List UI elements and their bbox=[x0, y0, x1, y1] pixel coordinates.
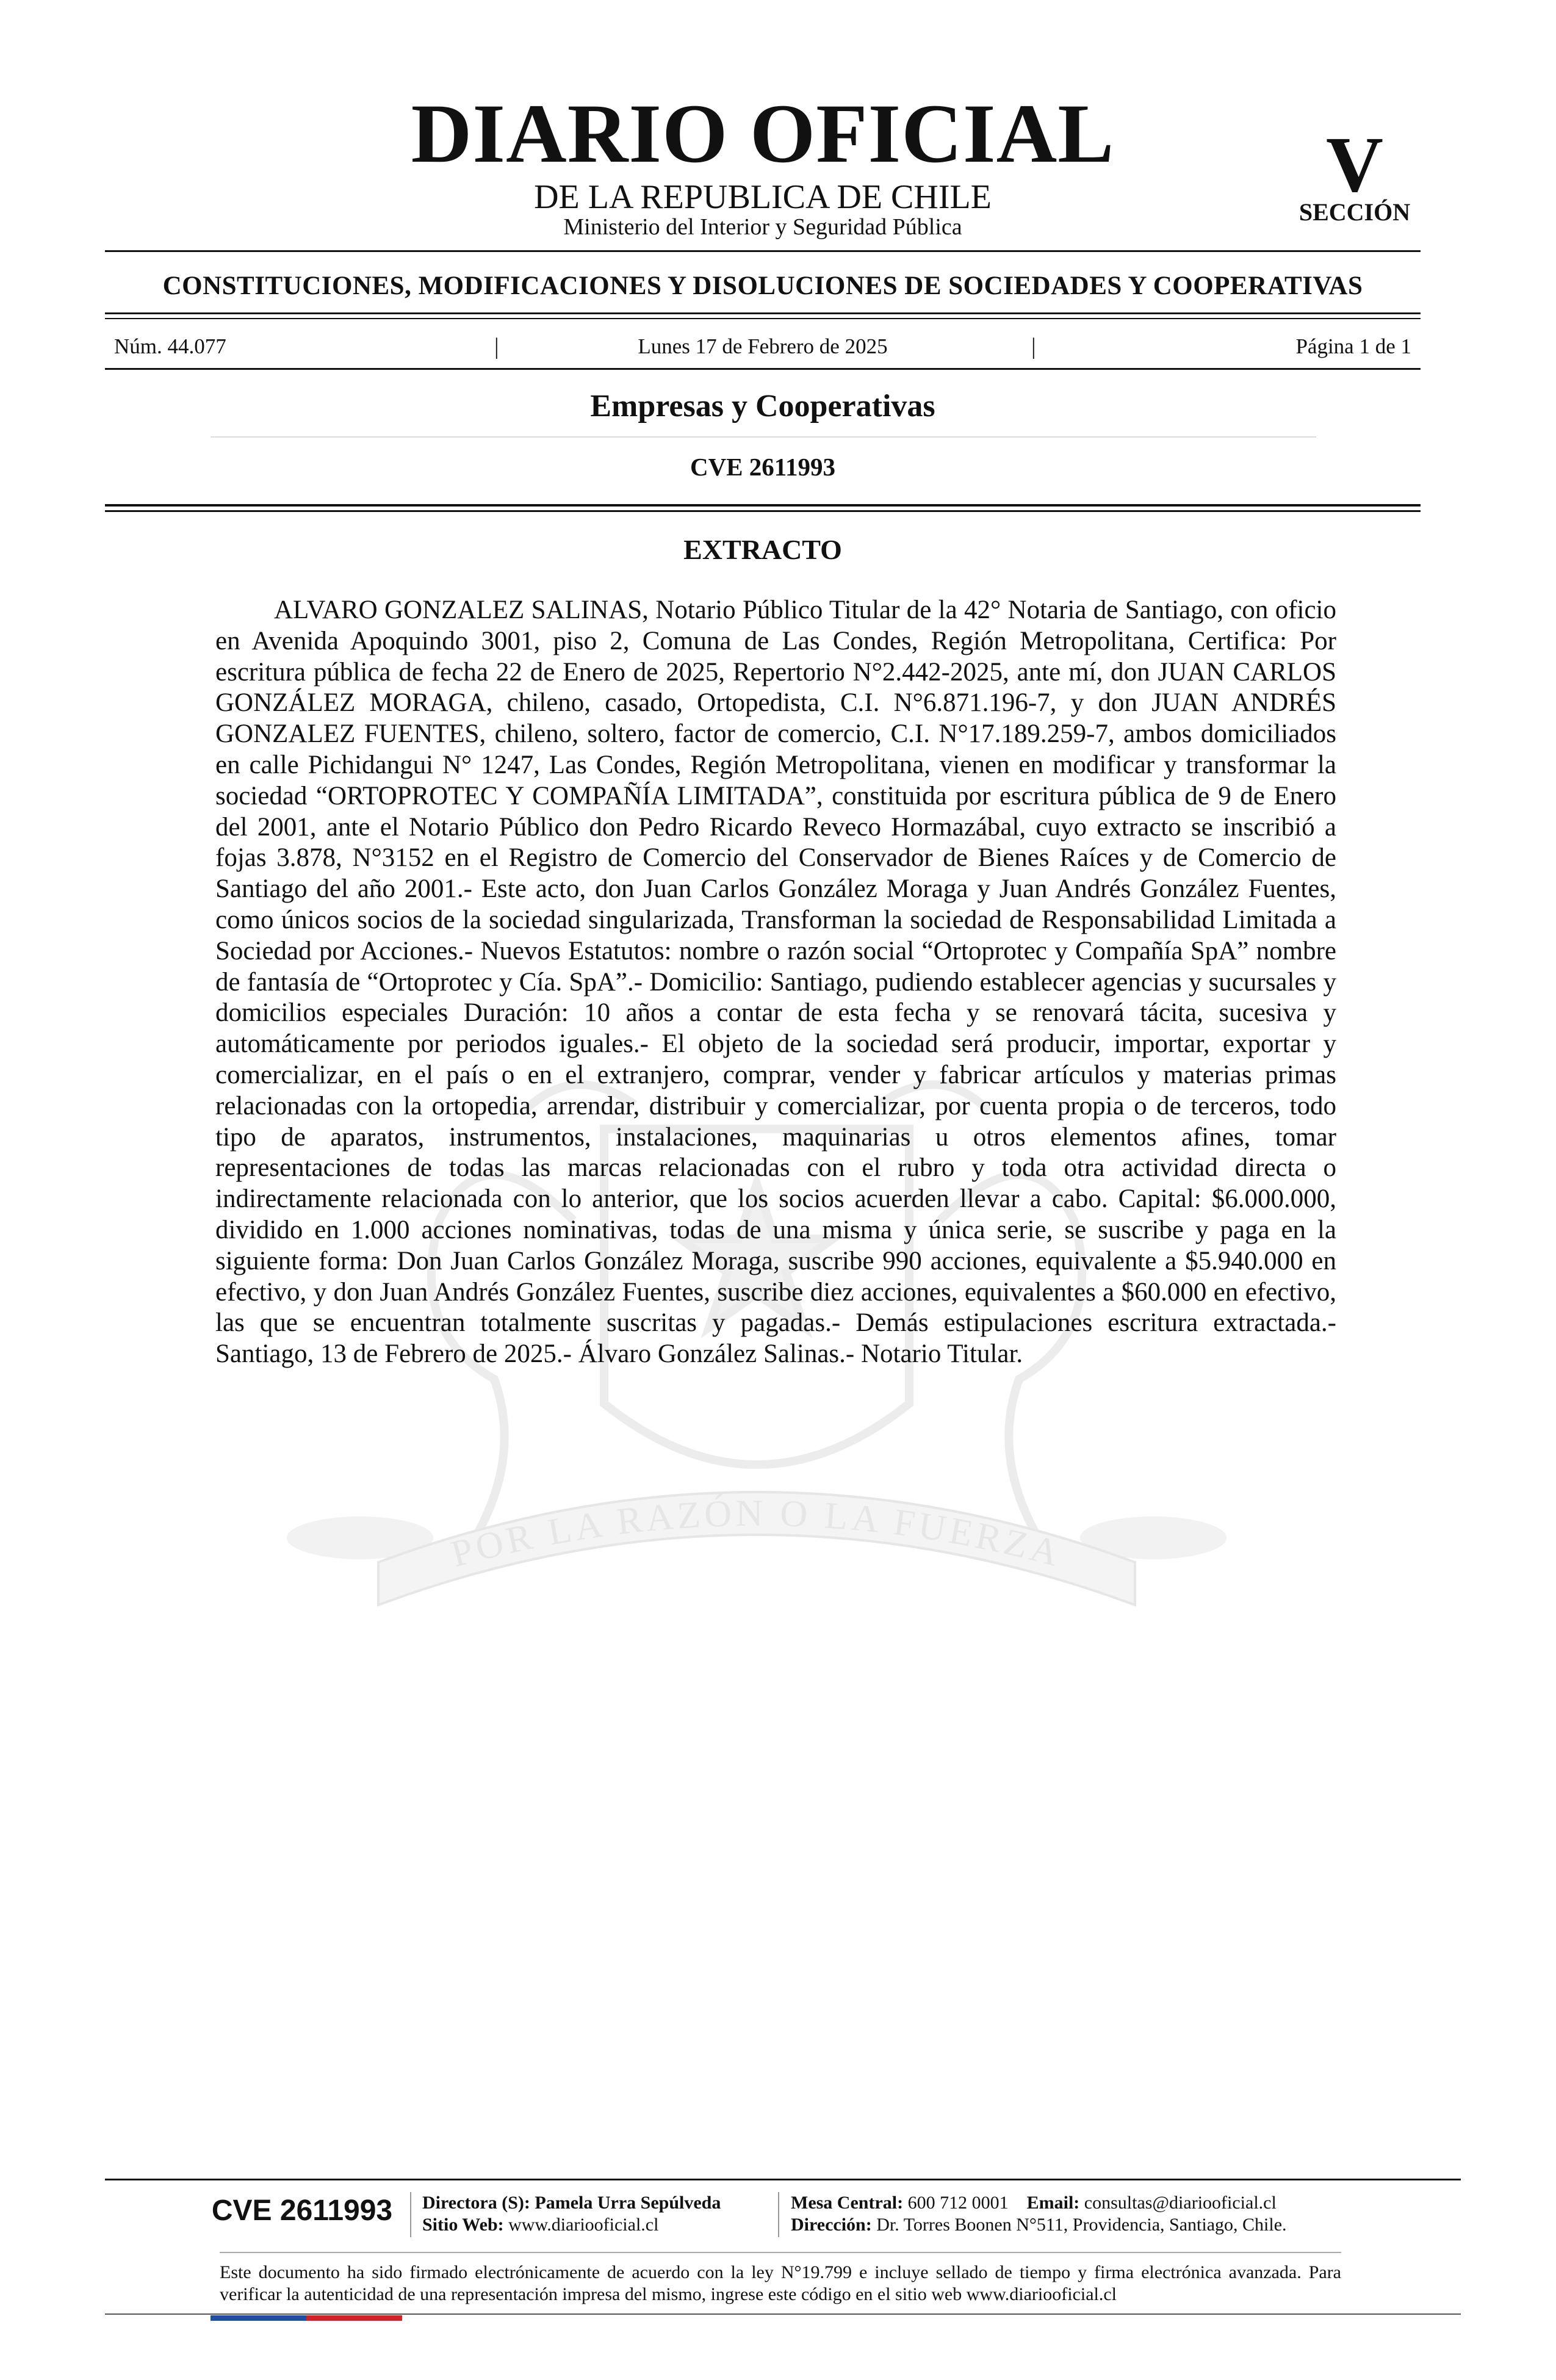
director-name: Pamela Urra Sepúlveda bbox=[535, 2193, 721, 2213]
flag-stripe-red bbox=[306, 2315, 402, 2321]
footer-contact-right bbox=[791, 2192, 1287, 2236]
footer-legal-divider bbox=[220, 2252, 1341, 2253]
extract-body: ALVARO GONZALEZ SALINAS, Notario Público Titular de la 42° Notaria de Santiago, con oficio en Avenida Apoquindo 3001, piso 2, Comuna de Las Condes, Región Metropolitana, Certifica: Por escritura pública de fecha 22 de Enero de 2025, Repertorio N°2.442-2025, ante mí, don JUAN CARLOS GONZÁLEZ MORAGA, chileno, casado, Ortopedista, C.I. N°6.871.196-7, y don JUAN ANDRÉS GONZALEZ FUENTES, chileno, soltero, factor de comercio, C.I. N°17.189.259-7, ambos domiciliados en calle Pichidangui N° 1247, Las Condes, Región Metropolitana, vienen en modificar y transformar la sociedad “ORTOPROTEC Y COMPAÑÍA LIMITADA”, constituida por escritura pública de 9 de Enero del 2001, ante el Notario Público don Pedro Ricardo Reveco Hormazábal, cuyo extracto se inscribió a fojas 3.878, N°3152 en el Registro de Comercio del Conservador de Bienes Raíces y de Comercio de Santiago del año 2001.- Este acto, don Juan Carlos González Moraga y Juan Andrés González Fuentes, como únicos socios de la sociedad singularizada, Transforman la sociedad de Responsabilidad Limitada a Sociedad por Acciones.- Nuevos Estatutos: nombre o razón social “Ortoprotec y Compañía SpA” nombre de fantasía de “Ortoprotec y Cía. SpA”.- Domicilio: Santiago, pudiendo establecer agencias y sucursales y domicilios especiales Duración: 10 años a contar de esta fecha y se renovará tácita, sucesiva y automáticamente por periodos iguales.- El objeto de la sociedad será producir, importar, exportar y comercializar, en el país o en el extranjero, comprar, vender y fabricar artículos y materias primas relacionadas con la ortopedia, arrendar, distribuir y comercializar, por cuenta propia o de terceros, todo tipo de aparatos, instrumentos, instalaciones, maquinarias u otros elementos afines, tomar representaciones de todas las marcas relacionadas con el rubro y toda otra actividad directa o indirectamente relacionada con lo anterior, que los socios acuerden llevar a cabo. Capital: $6.000.000, dividido en 1.000 acciones nominativas, todas de una misma y única serie, se suscribe y paga en la siguiente forma: Don Juan Carlos González Moraga, suscribe 990 acciones, equivalente a $5.940.000 en efectivo, y don Juan Andrés González Fuentes, suscribe diez acciones, equivalentes a $60.000 en efectivo, las que se encuentran totalmente suscritas y pagadas.- Demás estipulaciones escritura extractada.- Santiago, 13 de Febrero de 2025.- Álvaro González Salinas.- Notario Titular. bbox=[215, 596, 1336, 1369]
section-label: SECCIÓN bbox=[1298, 198, 1411, 226]
category-underline bbox=[211, 436, 1316, 438]
issue-separator: | bbox=[1031, 334, 1036, 359]
masthead-ministry: Ministerio del Interior y Seguridad Pública bbox=[563, 214, 962, 240]
footer-contact-left bbox=[422, 2192, 721, 2236]
footer-column-divider bbox=[410, 2192, 411, 2237]
footer-cve: CVE 2611993 bbox=[211, 2194, 393, 2227]
issue-separator: | bbox=[494, 334, 499, 359]
masthead-title: DIARIO OFICIAL bbox=[411, 87, 1115, 180]
document-category: Empresas y Cooperativas bbox=[590, 389, 935, 424]
footer-bottom-rule bbox=[105, 2313, 1461, 2315]
issue-date: Lunes 17 de Febrero de 2025 bbox=[638, 334, 888, 358]
header-divider-thin bbox=[105, 510, 1421, 512]
director-label: Directora (S): bbox=[422, 2193, 530, 2213]
website-label: Sitio Web: bbox=[422, 2215, 504, 2235]
footer-column-divider bbox=[778, 2192, 779, 2237]
phone-label: Mesa Central: bbox=[791, 2193, 904, 2213]
masthead-divider bbox=[105, 250, 1421, 252]
issue-number: Núm. 44.077 bbox=[114, 334, 226, 358]
publication-category: CONSTITUCIONES, MODIFICACIONES Y DISOLUCIONES DE SOCIEDADES Y COOPERATIVAS bbox=[162, 272, 1363, 300]
address-value: Dr. Torres Boonen N°511, Providencia, Santiago, Chile. bbox=[876, 2215, 1287, 2235]
section-number: V bbox=[1326, 121, 1383, 209]
masthead-subtitle: DE LA REPUBLICA DE CHILE bbox=[534, 178, 992, 216]
issue-divider bbox=[105, 368, 1421, 370]
category-divider-top bbox=[105, 312, 1421, 314]
category-divider-bottom bbox=[105, 318, 1421, 319]
issue-info-row bbox=[105, 334, 1421, 359]
extract-title: EXTRACTO bbox=[683, 534, 842, 565]
website-link[interactable]: www.diariooficial.cl bbox=[508, 2215, 659, 2235]
watermark-motto: POR LA RAZÓN O LA FUERZA bbox=[447, 1492, 1067, 1576]
phone-number: 600 712 0001 bbox=[907, 2193, 1009, 2213]
address-label: Dirección: bbox=[791, 2215, 872, 2235]
email-label: Email: bbox=[1026, 2193, 1080, 2213]
email-link[interactable]: consultas@diariooficial.cl bbox=[1084, 2193, 1277, 2213]
footer-divider bbox=[105, 2179, 1461, 2180]
page-indicator: Página 1 de 1 bbox=[1295, 334, 1411, 358]
document-cve: CVE 2611993 bbox=[690, 453, 836, 481]
header-divider-thick bbox=[105, 504, 1421, 507]
footer-legal-notice: Este documento ha sido firmado electrónicamente de acuerdo con la ley N°19.799 e incluye sellado de tiempo y firma electrónica avanzada. Para verificar la autenticidad de una representación impresa del mismo, ingrese este código en el sitio web www.diariooficial.cl bbox=[220, 2262, 1341, 2304]
flag-stripe-blue bbox=[211, 2315, 306, 2321]
